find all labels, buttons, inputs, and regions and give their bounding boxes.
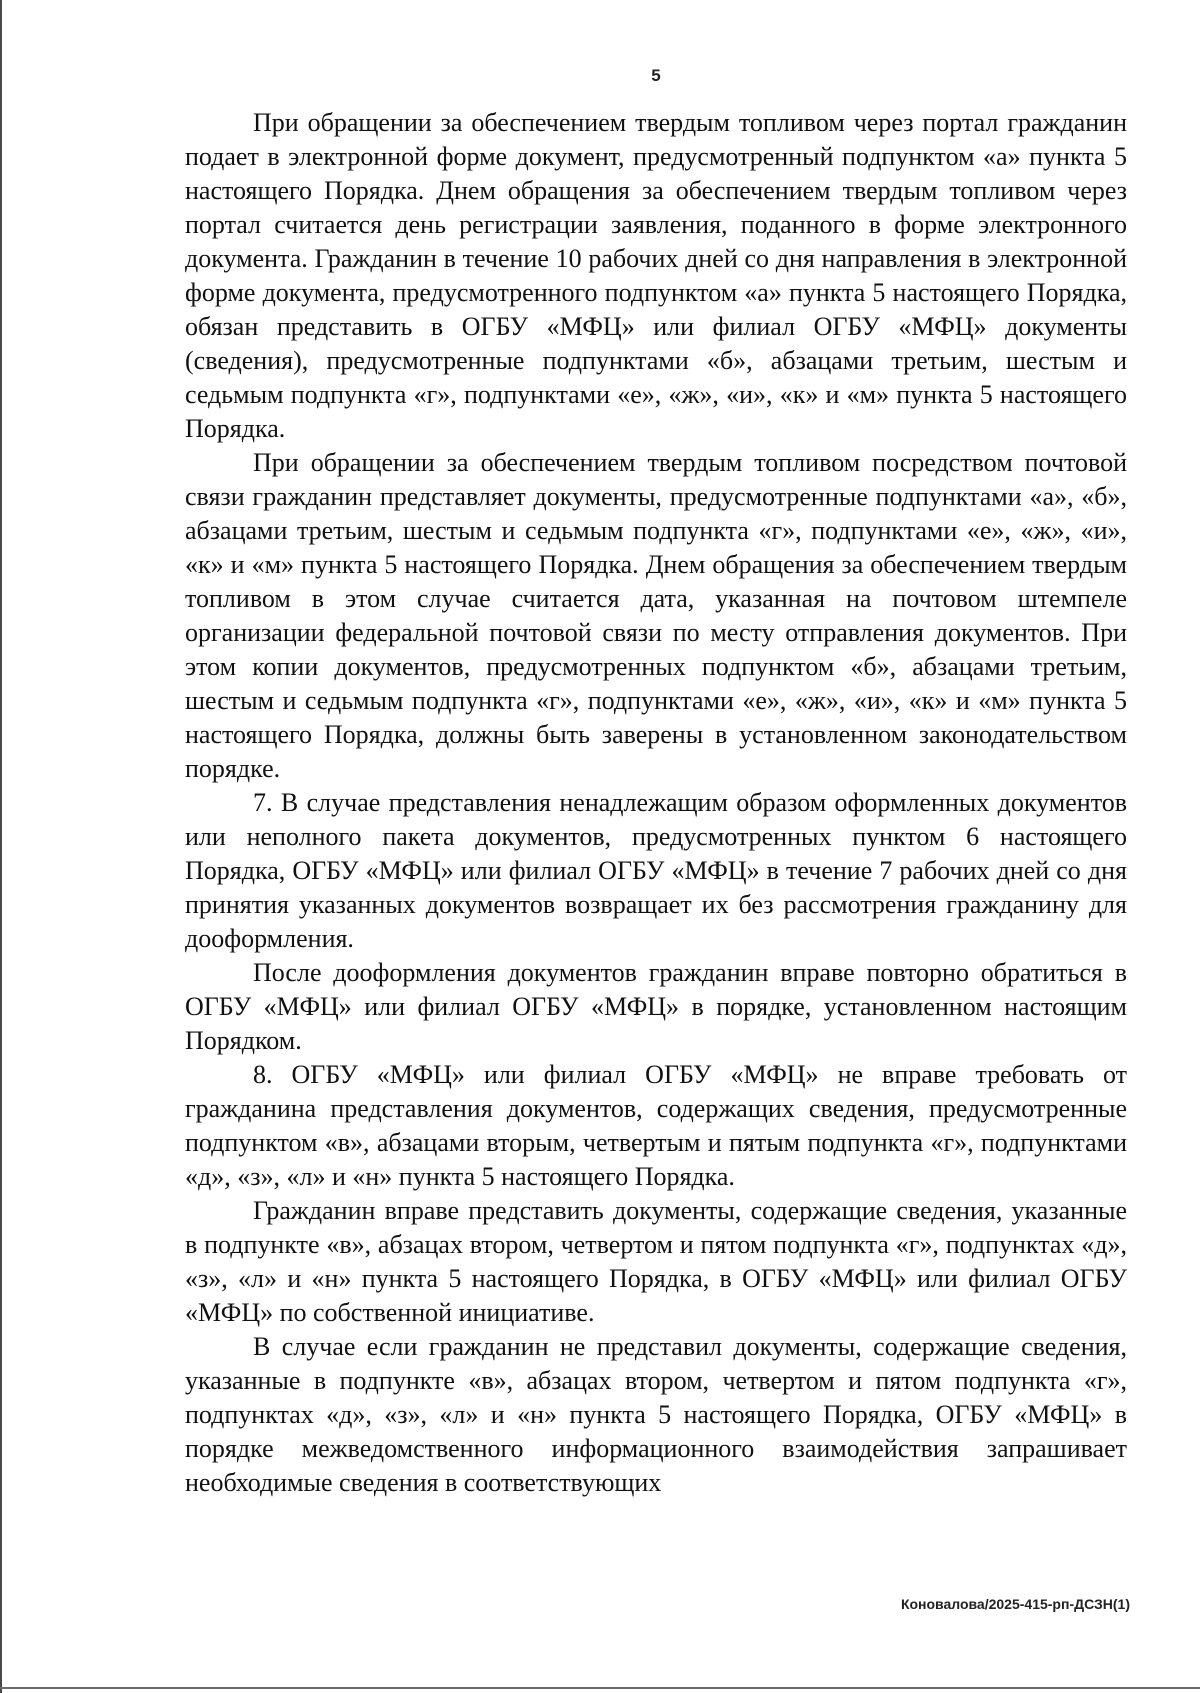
paragraph-own-initiative: Гражданин вправе представить документы, содержащие сведения, указанные в подпункте «в», абзацах втором, четвертом и пятом подпункта «г», подпунктах «д», «з», «л» и «н» пункта 5 настоящего Порядка, в ОГБУ «МФЦ» или филиал ОГБУ «МФЦ» по собственной инициативе.	[185, 1196, 1127, 1327]
paragraph-portal-application: При обращении за обеспечением твердым топливом через портал гражданин подает в электронной форме документ, предусмотренный подпунктом «а» пункта 5 настоящего Порядка. Днем обращения за обеспечением твердым топливом через портал считается день регистрации заявления, поданного в форме электронного документа. Гражданин в течение 10 рабочих дней со дня направления в электронной форме документа, предусмотренного подпунктом «а» пункта 5 настоящего Порядка, обязан представить в ОГБУ «МФЦ» или филиал ОГБУ «МФЦ» документы (сведения), предусмотренные подпунктами «б», абзацами третьим, шестым и седьмым подпункта «г», подпунктами «е», «ж», «и», «к» и «м» пункта 5 настоящего Порядка.	[185, 108, 1127, 443]
paragraph-item-7: 7. В случае представления ненадлежащим образом оформленных документов или неполного пакета документов, предусмотренных пунктом 6 настоящего Порядка, ОГБУ «МФЦ» или филиал ОГБУ «МФЦ» в течение 7 рабочих дней со дня принятия указанных документов возвращает их без рассмотрения гражданину для дооформления.	[185, 788, 1127, 953]
paragraph-interagency-request: В случае если гражданин не представил документы, содержащие сведения, указанные в подпункте «в», абзацах втором, четвертом и пятом подпункта «г», подпунктах «д», «з», «л» и «н» пункта 5 настоящего Порядка, ОГБУ «МФЦ» в порядке межведомственного информационного взаимодействия запрашивает необходимые сведения в соответствующих	[185, 1332, 1127, 1497]
scan-bottom-edge	[0, 1687, 1200, 1689]
paragraph-postal-application: При обращении за обеспечением твердым топливом посредством почтовой связи гражданин представляет документы, предусмотренные подпунктами «а», «б», абзацами третьим, шестым и седьмым подпункта «г», подпунктами «е», «ж», «и», «к» и «м» пункта 5 настоящего Порядка. Днем обращения за обеспечением твердым топливом в этом случае считается дата, указанная на почтовом штемпеле организации федеральной почтовой связи по месту отправления документов. При этом копии документов, предусмотренных подпунктом «б», абзацами третьим, шестым и седьмым подпункта «г», подпунктами «е», «ж», «и», «к» и «м» пункта 5 настоящего Порядка, должны быть заверены в установленном законодательством порядке.	[185, 448, 1127, 783]
document-footer-code: Коновалова/2025-415-рп-ДСЗН(1)	[900, 1596, 1130, 1612]
paragraph-item-8: 8. ОГБУ «МФЦ» или филиал ОГБУ «МФЦ» не вправе требовать от гражданина представления документов, содержащих сведения, предусмотренные подпунктом «в», абзацами вторым, четвертым и пятым подпункта «г», подпунктами «д», «з», «л» и «н» пункта 5 настоящего Порядка.	[185, 1060, 1127, 1191]
scan-left-edge	[0, 0, 2, 1693]
paragraph-resubmission: После дооформления документов гражданин вправе повторно обратиться в ОГБУ «МФЦ» или филиал ОГБУ «МФЦ» в порядке, установленном настоящим Порядком.	[185, 958, 1127, 1055]
page-number: 5	[651, 66, 661, 85]
document-body	[185, 106, 1127, 1500]
